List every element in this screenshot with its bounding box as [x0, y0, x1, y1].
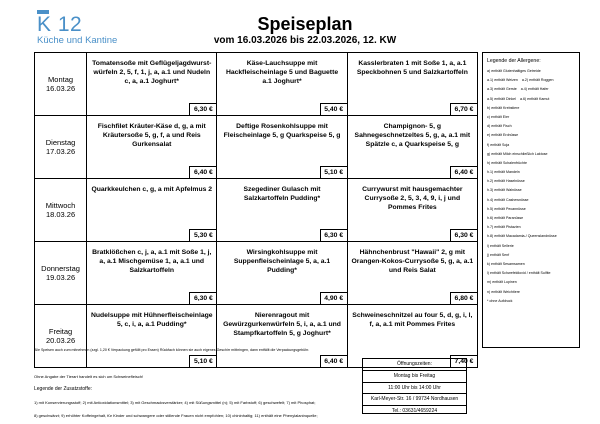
dish-text: Fischfilet Kräuter-Käse d, g, a mit Kräutersoße 5, g, f, a und Reis Gurkensalat [97, 123, 206, 148]
allergen-label: h.1) enthält Mandeln [487, 170, 520, 175]
allergen-title: Legende der Allergene: [487, 58, 541, 64]
dish-price: 6,30 € [320, 229, 347, 241]
allergen-item [487, 232, 579, 241]
allergen-item [487, 113, 579, 122]
dish-price: 4,90 € [320, 292, 347, 304]
allergen-label: a.5) enthält Dinkel [487, 96, 516, 101]
allergen-item [487, 177, 579, 186]
allergen-label: * ohne Aufdruck [487, 298, 513, 303]
opening-hours: 11:00 Uhr bis 14:00 Uhr [363, 383, 466, 395]
logo [37, 14, 137, 46]
dish-text: Kasslerbraten 1 mit Soße 1, a, a.1 Speckbohnen 5 und Salzkartoffeln [356, 60, 468, 76]
allergen-item [487, 76, 579, 85]
day-cell [35, 116, 87, 179]
page-subtitle: vom 16.03.2026 bis 22.03.2026, 12. KW [213, 35, 397, 46]
dish-cell [87, 179, 217, 242]
allergen-label: a.6) enthält Kamut [519, 96, 550, 101]
dish-price: 5,10 € [189, 355, 216, 367]
allergen-legend [482, 52, 580, 348]
day-name: Freitag [48, 327, 73, 336]
dish-cell [87, 305, 217, 368]
additives-legend [34, 370, 354, 422]
allergen-label: j) enthält Senf [487, 252, 510, 257]
day-date: 18.03.26 [45, 210, 76, 219]
dish-text: Deftige Rosenkohlsuppe mit Fleischeinlage 5, g Quarkspeise 5, g [223, 123, 341, 139]
dish-price: 5,30 € [189, 229, 216, 241]
day-name: Montag [48, 75, 74, 84]
dish-price: 6,30 € [189, 292, 216, 304]
dish-price: 6,40 € [450, 166, 477, 178]
dish-cell [347, 53, 477, 116]
day-name: Mittwoch [45, 201, 76, 210]
allergen-item [487, 297, 579, 306]
allergen-item [487, 159, 579, 168]
dish-text: Szegediner Gulasch mit Salzkartoffeln Pudding* [243, 186, 321, 202]
allergen-label: h.3) enthält Walnüsse [487, 188, 522, 193]
allergen-label: h.4) enthält Cashewnüsse [487, 197, 529, 202]
dish-text: Nierenragout mit Gewürzgurkenwürfeln 5, i, a, a.1 und Stampfkartoffeln 5, g Joghurt* [223, 312, 341, 337]
allergen-label: l) enthält Schwefeldioxid / enthält Sulfite [487, 271, 551, 276]
allergen-item [487, 122, 579, 131]
day-cell [35, 179, 87, 242]
allergen-item [487, 223, 579, 232]
dish-cell [87, 116, 217, 179]
additives-line-1: 1) mit Konservierungsstoff; 2) mit Antioxidationsmittel; 3) mit Geschmacksverstärker; 4) mit Süßungsmittel (n); 5) mit Farbstoff; 6) geschwefelt; 7) mit Phosphat; [34, 400, 316, 405]
phone: Tel.: 03631/4659224 [391, 408, 438, 415]
day-row [35, 53, 478, 116]
dish-text: Tomatensoße mit Geflügeljagdwurst- würfeln 2, 5, f, 1, j, a, a.1 und Nudeln c, a, a.1 Joghurt* [92, 60, 212, 85]
allergen-label: n) enthält Weichtiere [487, 289, 520, 294]
allergen-item [487, 141, 579, 150]
allergen-item [487, 95, 579, 104]
allergen-label: a.3) enthält Gerste [487, 87, 517, 92]
dish-cell [347, 242, 477, 305]
allergen-item [487, 269, 579, 278]
allergen-item [487, 85, 579, 94]
allergen-item [487, 67, 579, 76]
dish-cell [217, 179, 347, 242]
dish-text: Käse-Lauchsuppe mit Hackfleischeinlage 5 und Baguette a.1 Joghurt* [225, 60, 339, 85]
day-cell [35, 242, 87, 305]
day-date: 16.03.26 [45, 84, 76, 93]
dish-cell [347, 179, 477, 242]
dish-text: Hähnchenbrust "Hawaii" 2, g mit Orangen-Kokos-Currysoße 5, g, a, a.1 und Reis Salat [351, 249, 474, 274]
dish-text: Quarkkeulchen c, g, a mit Apfelmus 2 [91, 186, 213, 193]
opening-hours-heading: Öffnungszeiten: [363, 359, 466, 371]
opening-hours-box [362, 358, 467, 414]
allergen-item [487, 214, 579, 223]
allergen-label: i) enthält Sellerie [487, 243, 514, 248]
allergen-item [487, 288, 579, 297]
dish-text: Wirsingkohlsuppe mit Suppenfleischeinlage 5, a, a.1 Pudding* [233, 249, 331, 274]
dish-price: 7,40 € [450, 355, 477, 367]
day-date: 19.03.26 [45, 273, 76, 282]
dish-cell [217, 116, 347, 179]
dish-cell [87, 53, 217, 116]
dish-price: 5,10 € [320, 166, 347, 178]
page-title: Speiseplan [257, 14, 353, 34]
allergen-label: h.8) enthält Macadamia-/ Queenslandnüsse [487, 234, 557, 239]
allergen-item [487, 168, 579, 177]
dish-price: 6,30 € [450, 229, 477, 241]
allergen-label: d) enthält Fisch [487, 124, 512, 129]
dish-cell [217, 242, 347, 305]
day-cell [35, 305, 87, 368]
dish-text: Schweineschnitzel au four 5, d, g, i, l, f, a, a.1 mit Pommes Frites [352, 312, 473, 328]
logo-name: K 12 [37, 13, 83, 36]
allergen-item [487, 260, 579, 269]
dish-cell [217, 305, 347, 368]
dish-price: 6,80 € [450, 292, 477, 304]
allergen-label: h.6) enthält Paranüsse [487, 216, 524, 220]
menu-table [34, 52, 478, 368]
allergen-item [487, 150, 579, 159]
allergen-label: k) enthält Sesamsamen [487, 261, 525, 266]
day-row [35, 242, 478, 305]
dish-cell [217, 53, 347, 116]
allergen-item [487, 104, 579, 113]
day-name: Donnerstag [41, 264, 80, 273]
dish-text: Currywurst mit hausgemachter Currysoße 2, 5, 3, 4, 9, i, j und Pommes Frites [362, 186, 463, 211]
dish-price: 6,70 € [450, 103, 477, 115]
day-row [35, 116, 478, 179]
allergen-label: h.7) enthält Pistazien [487, 225, 521, 230]
address: Karl-Meyer-Str. 16 / 99734 Nordhausen [363, 394, 466, 406]
day-row [35, 179, 478, 242]
allergen-label: e) enthält Erdnüsse [487, 133, 519, 138]
allergen-item [487, 251, 579, 260]
allergen-label: b) enthält Krebstiere [487, 105, 520, 110]
allergen-list [483, 64, 579, 306]
allergen-label: a.4) enthält Hafer [520, 87, 549, 92]
allergen-item [487, 131, 579, 140]
day-date: 20.03.26 [45, 336, 76, 345]
footer-note: Alle Speisen auch zum mitnehmen (zzgl. 1,20 € Verpackung gefüllt pro Essen) Rückfach können sie auch eigenes Geschirr mitbringen, dann entfällt die Verpackungsgebühr. [34, 348, 310, 352]
allergen-label: h) enthält Schalenfrüchte [487, 160, 527, 165]
additives-heading: Legende der Zusatzstoffe: [34, 386, 93, 392]
allergen-label: a.2) enthält Roggen [521, 78, 554, 83]
dish-cell [87, 242, 217, 305]
allergen-label: c) enthält Eier [487, 114, 510, 119]
allergen-label: h.2) enthält Haselnüsse [487, 179, 525, 184]
allergen-item [487, 242, 579, 251]
allergen-item [487, 186, 579, 195]
allergen-label: a.1) enthält Weizen [487, 78, 518, 83]
opening-days: Montag bis Freitag [363, 371, 466, 383]
allergen-item [487, 205, 579, 214]
dish-cell [347, 116, 477, 179]
dish-price: 6,40 € [189, 166, 216, 178]
logo-subtitle: Küche und Kantine [37, 35, 118, 46]
dish-price: 6,30 € [189, 103, 216, 115]
dish-text: Champignon- 5, g Sahnegeschnetzeltes 5, g, a, a.1 mit Spätzle c, a Quarkspeise 5, g [354, 123, 471, 148]
allergen-label: h.5) enthält Pecannüsse [487, 206, 526, 211]
dish-price: 6,40 € [320, 355, 347, 367]
allergen-item [487, 196, 579, 205]
meat-note: Ohne Angabe der Tierart handelt es sich um Schweinefleisch! [34, 374, 144, 379]
allergen-label: g) enthält Milch einschließlich Laktose [487, 151, 548, 156]
allergen-label: f) enthält Soja [487, 142, 510, 147]
day-name: Dienstag [45, 138, 76, 147]
dish-text: Nudelsuppe mit Hühnerfleischeinlage 5, c, i, a, a.1 Pudding* [90, 312, 213, 328]
dish-text: Bratklößchen c, j, a, a.1 mit Soße 1, j, a, a.1 Mischgemüse 1, a, a.1 und Salzkartoffeln [92, 249, 212, 274]
additives-line-2: 8) geschwärzt; 9) erhöhter Koffeingehalt, für Kinder und schwangere oder stillende Frauen nicht empfohlen; 10) chininhaltig; 11) enthält eine Phenylalaninquelle; [34, 413, 318, 418]
day-date: 17.03.26 [45, 147, 76, 156]
allergen-item [487, 278, 579, 287]
allergen-label: m) enthält Lupinen [487, 280, 517, 285]
day-cell [35, 53, 87, 116]
dish-price: 5,40 € [320, 103, 347, 115]
allergen-label: a) enthält Glutenhaltiges Getreide [487, 69, 541, 73]
